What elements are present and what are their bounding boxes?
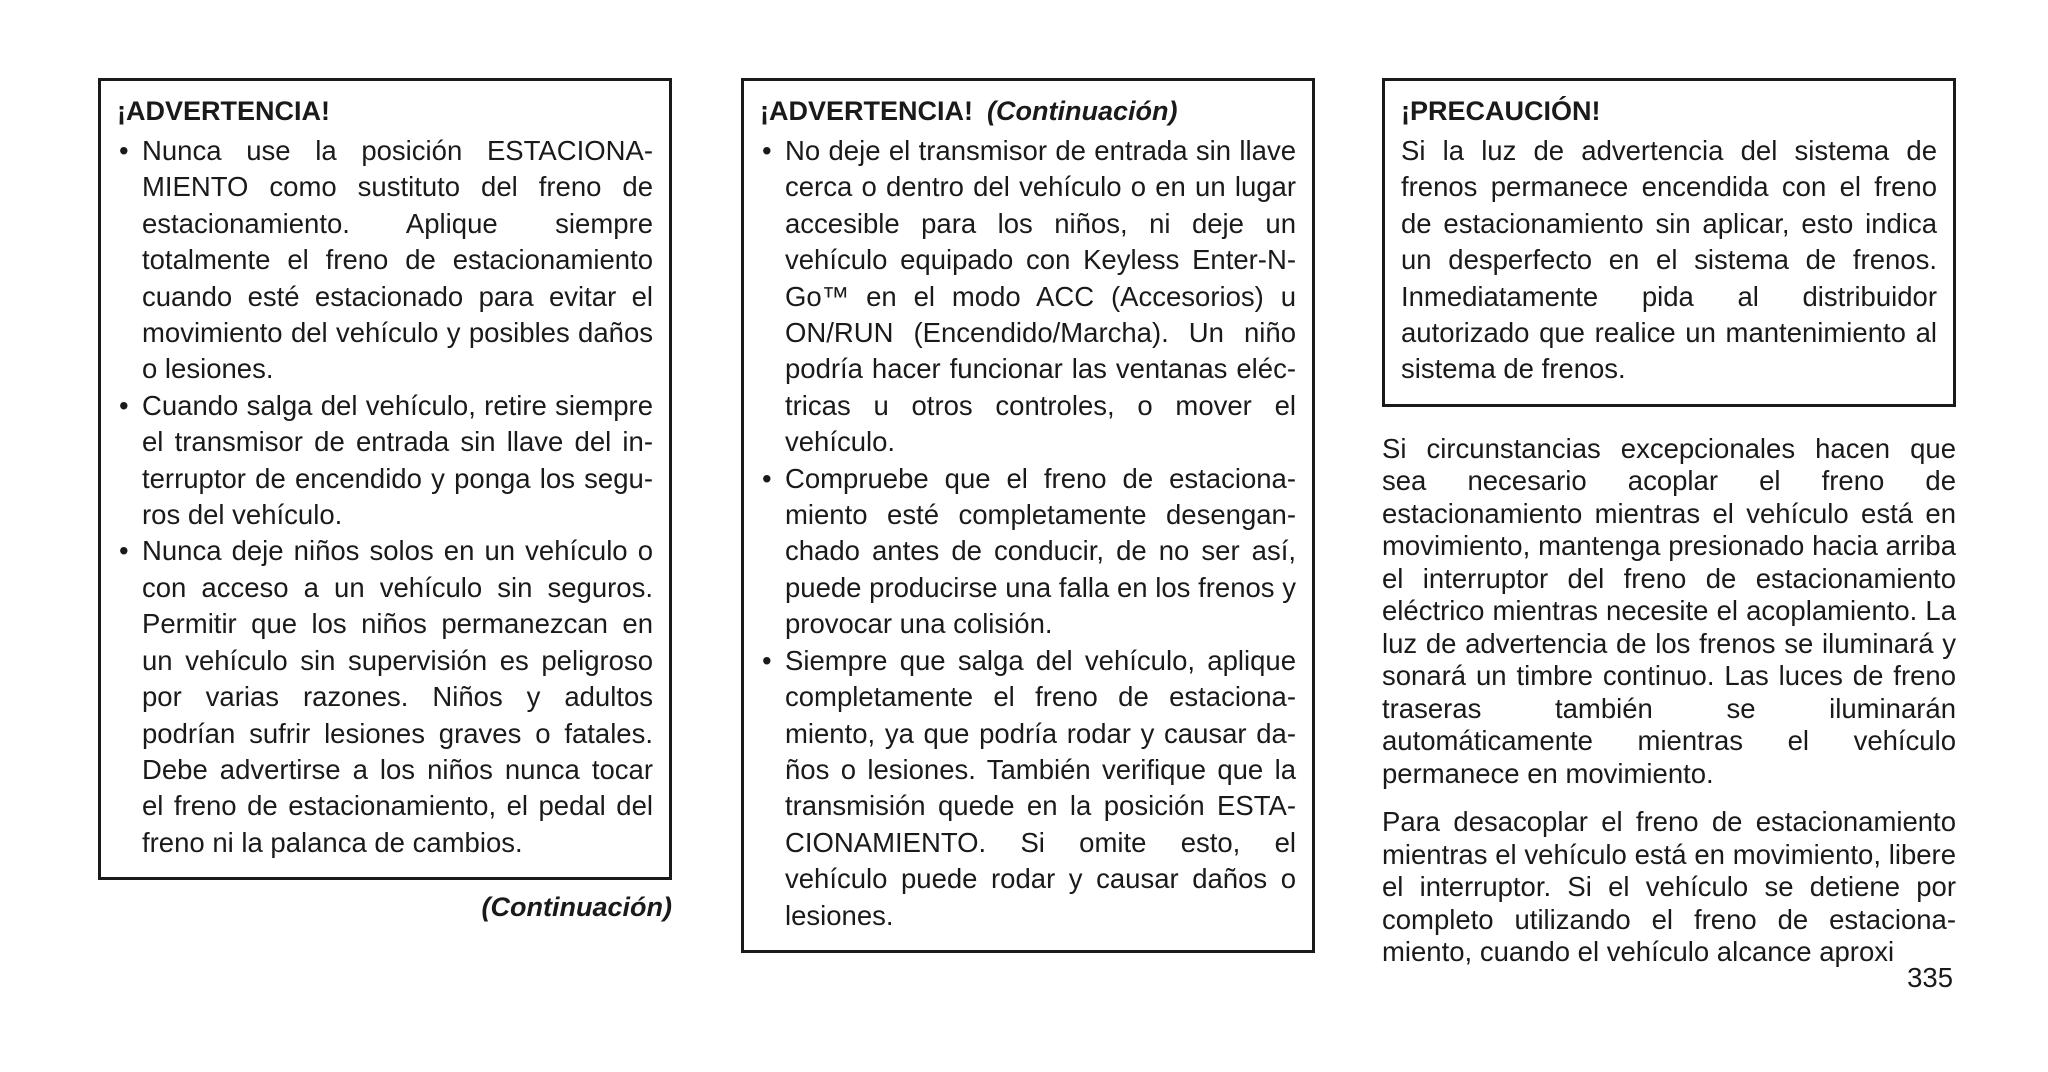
warning-item: • Siempre que salga del vehículo, aplique completamente el freno de estacionamiento, ya que podría rodar y causar daños o lesiones. También verifique que la transmisión quede en la posición ESTACIONAMIENTO. Si omite esto, el vehículo puede rodar y causar daños o lesiones. <box>760 643 1296 934</box>
warning-continued-title <box>760 93 1296 129</box>
warning-title: ¡ADVERTENCIA! <box>117 96 330 126</box>
middle-column <box>741 78 1315 953</box>
warning-item: • Compruebe que el freno de estacionamiento esté completamente desenganchado antes de conducir, de no ser así, puede producirse una falla en los frenos y provocar una colisión. <box>760 461 1296 643</box>
warning-item: • Cuando salga del vehículo, retire siempre el transmisor de entrada sin llave del interruptor de encendido y ponga los seguros del vehículo. <box>117 388 653 534</box>
body-text <box>1382 433 1956 969</box>
warning-list <box>117 133 653 861</box>
body-paragraph: Para desacoplar el freno de estacionamiento mientras el vehículo está en movimiento, libere el interruptor. Si el vehículo se detiene por completo utilizando el freno de estacionamiento, cuando el vehículo alcance aproxi <box>1382 806 1956 968</box>
right-column <box>1382 78 1956 969</box>
warning-item: • No deje el transmisor de entrada sin llave cerca o dentro del vehículo o en un lugar accesible para los niños, ni deje un vehículo equipado con Keyless Enter-N-Go™ en el modo ACC (Accesorios) u ON/RUN (Encendido/Marcha). Un niño podría hacer funcionar las ventanas eléctricas u otros controles, o mover el vehículo. <box>760 133 1296 461</box>
warning-list <box>760 133 1296 934</box>
warning-item: • Nunca use la posición ESTACIONAMIENTO como sustituto del freno de estacionamiento. Aplique siempre totalmente el freno de estacionamiento cuando esté estacionado para evitar el movimiento del vehículo y posibles daños o lesiones. <box>117 133 653 388</box>
warning-title-continuation: (Continuación) <box>987 96 1178 126</box>
caution-box <box>1382 78 1956 407</box>
warning-box <box>98 78 672 880</box>
warning-continued-box <box>741 78 1315 953</box>
caution-title: ¡PRECAUCIÓN! <box>1401 96 1601 126</box>
left-column <box>98 78 672 923</box>
caution-text: Si la luz de advertencia del sistema de frenos permanece encendida con el freno de estacionamiento sin aplicar, esto indica un desperfecto en el sistema de frenos. Inmediatamente pida al distribuidor autorizado que realice un mantenimiento al sistema de frenos. <box>1401 135 1937 385</box>
body-paragraph: Si circunstancias excepcionales hacen que sea necesario acoplar el freno de estacionamiento mientras el vehículo está en movimiento, mantenga presionado hacia arriba el interruptor del freno de estacionamiento eléctrico mientras necesite el acoplamiento. La luz de advertencia de los frenos se iluminará y sonará un timbre continuo. Las luces de freno traseras también se iluminarán automáticamente mientras el vehículo permanece en movimiento. <box>1382 432 1956 789</box>
warning-item: • Nunca deje niños solos en un vehículo o con acceso a un vehículo sin seguros. Permitir que los niños permanezcan en un vehículo sin supervisión es peligroso por varias razones. Niños y adultos podrían sufrir lesiones graves o fatales. Debe advertirse a los niños nunca tocar el freno de estacionamiento, el pedal del freno ni la palanca de cambios. <box>117 533 653 861</box>
continuation-label: (Continuación) <box>481 892 672 923</box>
warning-title-text: ¡ADVERTENCIA! <box>760 96 973 126</box>
page-number: 335 <box>1907 962 1953 993</box>
